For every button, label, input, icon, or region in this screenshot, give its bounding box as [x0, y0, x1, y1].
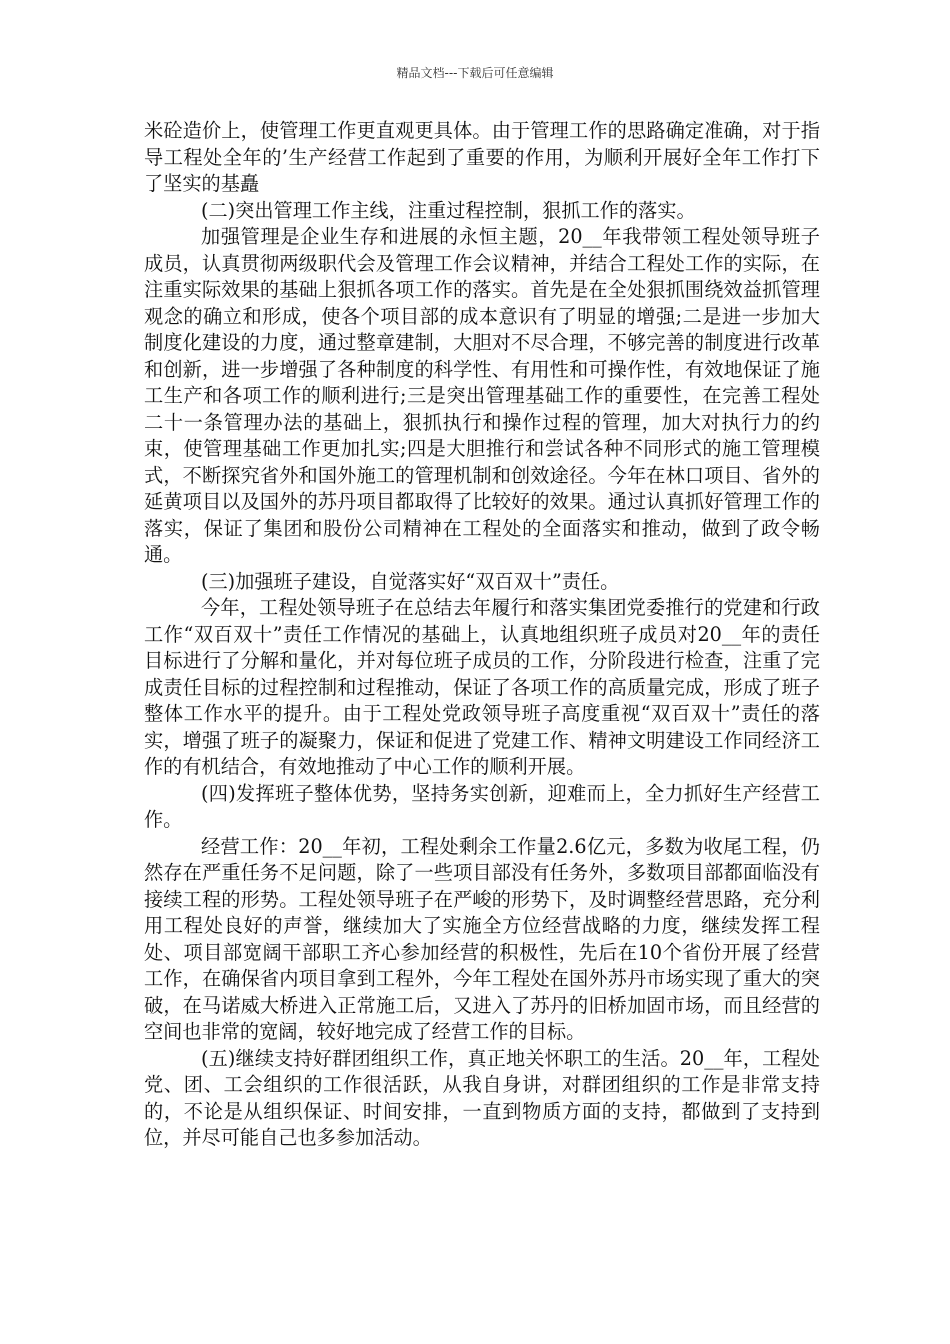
paragraph-continuation: 米砼造价上，使管理工作更直观更具体。由于管理工作的思路确定准确，对于指导工程处全年的’生产经营工作起到了重要的作用，为顺利开展好全年工作打下了坚实的基矗: [144, 119, 820, 195]
section-heading-2: (二)突出管理工作主线，注重过程控制，狠抓工作的落实。: [201, 198, 696, 222]
page-header: 精品文档---下载后可任意编辑: [396, 66, 554, 80]
section-heading-4: (四)发挥班子整体优势，坚持务实创新，迎难而上，全力抓好生产经营工作。: [144, 781, 820, 831]
paragraph-team-building: 今年，工程处领导班子在总结去年履行和落实集团党委推行的党建和行政工作“双百双十”责任工作情况的基础上，认真地组织班子成员对20__年的责任目标进行了分解和量化，并对每位班子成员的工作，分阶段进行检查，注重了完成责任目标的过程控制和过程推动，保证了各项工作的高质量完成，形成了班子整体工作水平的提升。由于工程处党政领导班子高度重视“双百双十”责任的落实，增强了班子的凝聚力，保证和促进了党建工作、精神文明建设工作同经济工作的有机结合，有效地推动了中心工作的顺利开展。: [144, 596, 820, 778]
section-heading-3: (三)加强班子建设，自觉落实好“双百双十”责任。: [201, 569, 620, 593]
paragraph-management: 加强管理是企业生存和进展的永恒主题，20__年我带领工程处领导班子成员，认真贯彻两级职代会及管理工作会议精神，并结合工程处工作的实际，在注重实际效果的基础上狠抓各项工作的落实。首先是在全处狠抓围绕效益抓管理观念的确立和形成，使各个项目部的成本意识有了明显的增强;二是进一步加大制度化建设的力度，通过整章建制，大胆对不尽合理，不够完善的制度进行改革和创新，进一步增强了各种制度的科学性、有用性和可操作性，有效地保证了施工生产和各项工作的顺利进行;三是突出管理基础工作的重要性，在完善工程处二十一条管理办法的基础上，狠抓执行和操作过程的管理，加大对执行力的约束，使管理基础工作更加扎实;四是大胆推行和尝试各种不同形式的施工管理模式，不断探究省外和国外施工的管理机制和创效途径。今年在林口项目、省外的延黄项目以及国外的苏丹项目都取得了比较好的效果。通过认真抓好管理工作的落实，保证了集团和股份公司精神在工程处的全面落实和推动，做到了政令畅通。: [144, 225, 820, 566]
paragraph-operations: 经营工作：20__年初，工程处剩余工作量2.6亿元，多数为收尾工程，仍然存在严重任务不足问题，除了一些项目部没有任务外，多数项目部都面临没有接续工程的形势。工程处领导班子在严峻的形势下，及时调整经营思路，充分利用工程处良好的声誉，继续加大了实施全方位经营战略的力度，继续发挥工程处、项目部宽阔干部职工齐心参加经营的积极性，先后在10个省份开展了经营工作，在确保省内项目拿到工程外，今年工程处在国外苏丹市场实现了重大的突破，在马诺威大桥进入正常施工后，又进入了苏丹的旧桥加固市场，而且经营的空间也非常的宽阔，较好地完成了经营工作的目标。: [144, 834, 820, 1043]
document-body: [144, 118, 820, 1152]
section-heading-5: (五)继续支持好群团组织工作，真正地关怀职工的生活。20__年，工程处党、团、工会组织的工作很活跃，从我自身讲，对群团组织的工作是非常支持的，不论是从组织保证、时间安排，一直到物质方面的支持，都做到了支持到位，并尽可能自己也多参加活动。: [144, 1046, 820, 1149]
